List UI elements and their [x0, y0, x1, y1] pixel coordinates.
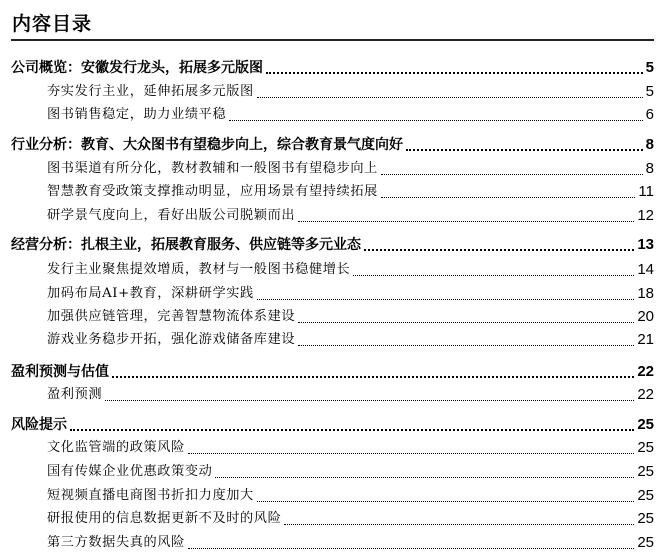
dot-leader — [215, 477, 634, 478]
entry-label: 夯实发行主业，延伸拓展多元版图 — [47, 84, 254, 99]
toc-entry[interactable] — [47, 508, 654, 530]
entry-label: 短视频直播电商图书折扣力度加大 — [47, 488, 254, 503]
dot-leader — [266, 72, 643, 74]
toc-section[interactable] — [11, 414, 654, 436]
section-label: 经营分析：扎根主业，拓展教育服务、供应链等多元业态 — [11, 237, 361, 253]
dot-leader — [284, 524, 634, 525]
toc-entry[interactable] — [47, 104, 654, 126]
dot-leader — [257, 501, 635, 502]
page-number: 25 — [637, 487, 654, 504]
page-number: 8 — [645, 136, 654, 153]
page-number: 25 — [637, 439, 654, 456]
section-label: 行业分析：教育、大众图书有望稳步向上，综合教育景气度向好 — [11, 137, 403, 153]
toc-entry[interactable] — [47, 205, 654, 227]
page-number: 6 — [645, 106, 654, 123]
section-label: 公司概览：安徽发行龙头，拓展多元版图 — [11, 60, 263, 76]
page-number: 13 — [637, 236, 654, 253]
entry-label: 游戏业务稳步开拓，强化游戏储备库建设 — [47, 332, 296, 347]
page-number: 22 — [637, 363, 654, 380]
dot-leader — [257, 299, 634, 300]
toc-entry[interactable] — [47, 461, 654, 483]
section-label: 盈利预测与估值 — [11, 364, 109, 380]
toc-section[interactable] — [11, 134, 654, 156]
entry-label: 加码布局AI+教育，深耕研学实践 — [47, 286, 254, 301]
toc-section[interactable] — [11, 57, 654, 79]
entry-label: 文化监管端的政策风险 — [47, 440, 185, 455]
page-number: 21 — [637, 331, 654, 348]
page-number: 25 — [637, 416, 654, 433]
title-underline — [11, 39, 654, 41]
page-number: 20 — [637, 308, 654, 325]
dot-leader — [70, 429, 634, 431]
dot-leader — [381, 174, 643, 175]
entry-label: 盈利预测 — [47, 387, 103, 402]
page-number: 5 — [645, 83, 654, 100]
page-number: 22 — [637, 386, 654, 403]
toc-entry[interactable] — [47, 259, 654, 281]
toc-title: 内容目录 — [12, 13, 93, 35]
toc-entry[interactable] — [47, 485, 654, 507]
page-number: 25 — [637, 534, 654, 551]
page-number: 8 — [645, 160, 654, 177]
toc-entry[interactable] — [47, 384, 654, 406]
dot-leader — [188, 548, 634, 549]
dot-leader — [229, 120, 642, 121]
dot-leader — [188, 453, 634, 454]
toc-entry[interactable] — [47, 329, 654, 351]
dot-leader — [298, 221, 634, 222]
page-number: 18 — [637, 285, 654, 302]
toc-entry[interactable] — [47, 81, 654, 103]
entry-label: 智慧教育受政策支撑推动明显，应用场景有望持续拓展 — [47, 184, 378, 199]
page-number: 14 — [637, 261, 654, 278]
entry-label: 图书渠道有所分化，教材教辅和一般图书有望稳步向上 — [47, 161, 378, 176]
entry-label: 加强供应链管理，完善智慧物流体系建设 — [47, 309, 296, 324]
page-number: 12 — [637, 207, 654, 224]
page-number: 5 — [645, 59, 654, 76]
dot-leader — [298, 345, 634, 346]
entry-label: 研学景气度向上，看好出版公司脱颖而出 — [47, 208, 296, 223]
toc-entry[interactable] — [47, 437, 654, 459]
dot-leader — [381, 197, 636, 198]
dot-leader — [112, 376, 634, 378]
toc-entry[interactable] — [47, 306, 654, 328]
dot-leader — [298, 322, 634, 323]
entry-label: 发行主业聚焦提效增质，教材与一般图书稳健增长 — [47, 262, 351, 277]
dot-leader — [105, 400, 634, 401]
entry-label: 国有传媒企业优惠政策变动 — [47, 464, 213, 479]
toc-entry[interactable] — [47, 181, 654, 203]
entry-label: 图书销售稳定，助力业绩平稳 — [47, 107, 227, 122]
dot-leader — [406, 149, 643, 151]
dot-leader — [257, 97, 643, 98]
dot-leader — [353, 275, 634, 276]
page-number: 25 — [637, 463, 654, 480]
toc-section[interactable] — [11, 361, 654, 383]
toc-entry[interactable] — [47, 283, 654, 305]
entry-label: 第三方数据失真的风险 — [47, 535, 185, 550]
dot-leader — [364, 249, 634, 251]
entry-label: 研报使用的信息数据更新不及时的风险 — [47, 511, 282, 526]
page-number: 11 — [638, 183, 654, 200]
section-label: 风险提示 — [11, 417, 67, 433]
page-number: 25 — [637, 510, 654, 527]
toc-entry[interactable] — [47, 158, 654, 180]
toc-entry[interactable] — [47, 532, 654, 554]
toc-section[interactable] — [11, 234, 654, 256]
